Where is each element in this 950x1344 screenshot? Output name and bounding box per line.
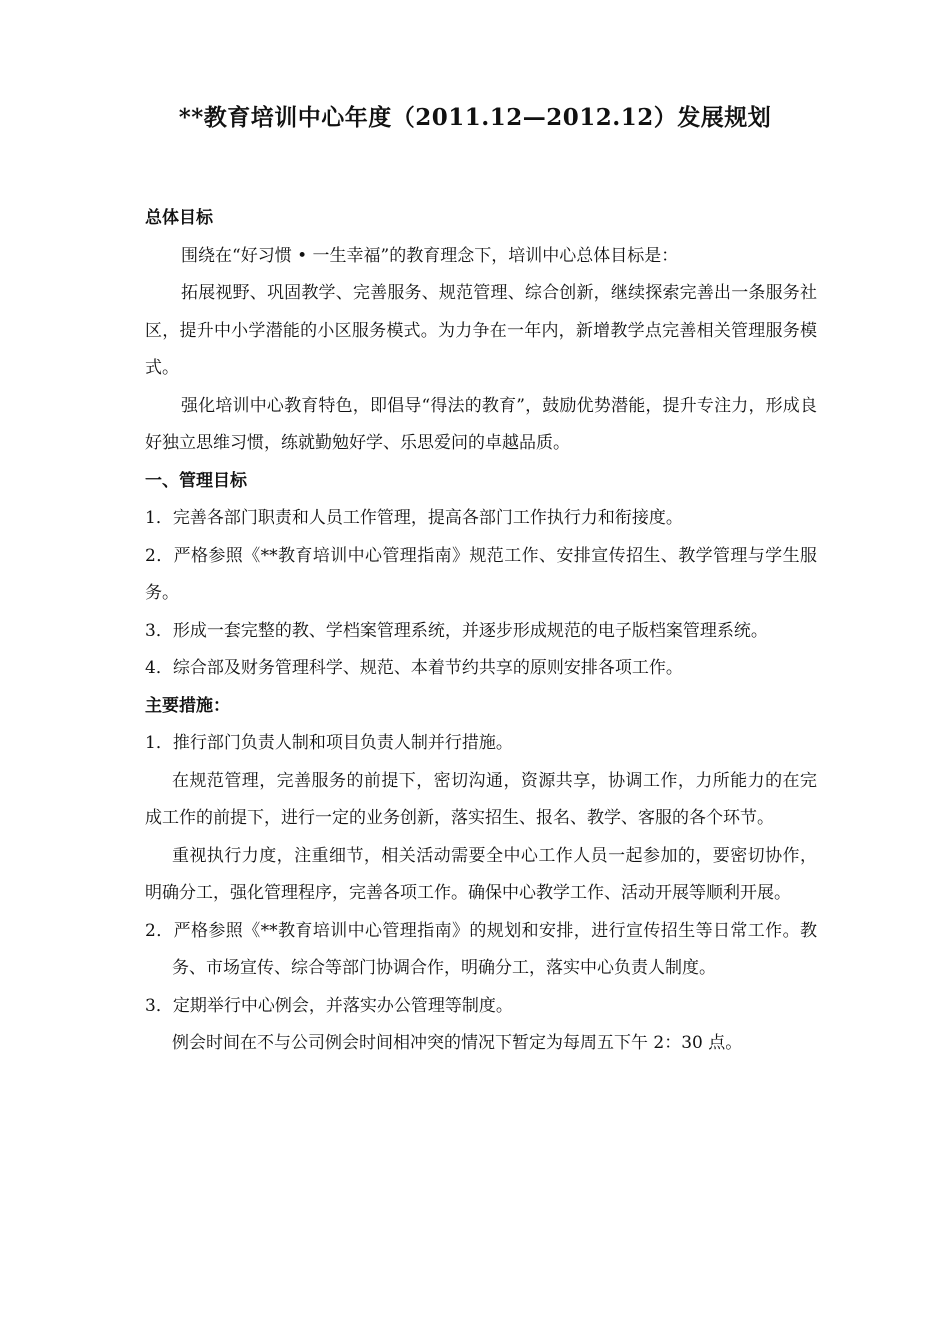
paragraph: 拓展视野、巩固教学、完善服务、规范管理、综合创新，继续探索完善出一条服务社区，提升中小学潜能的小区服务模式。为力争在一年内，新增教学点完善相关管理服务模式。 (145, 283, 817, 378)
section-heading-overall-goal: 总体目标 (145, 208, 213, 228)
list-item: 1．完善各部门职责和人员工作管理，提高各部门工作执行力和衔接度。 (145, 508, 683, 528)
list-item: 3．定期举行中心例会，并落实办公管理等制度。 (145, 995, 513, 1016)
document-title: **教育培训中心年度（2011.12—2012.12）发展规划 (178, 104, 772, 131)
paragraph: 强化培训中心教育特色，即倡导“得法的教育”，鼓励优势潜能，提升专注力，形成良好独立思维习惯，练就勤勉好学、乐思爱问的卓越品质。 (145, 395, 817, 453)
paragraph: 围绕在“好习惯 • 一生幸福”的教育理念下，培训中心总体目标是： (181, 245, 679, 266)
list-item: 2．严格参照《**教育培训中心管理指南》的规划和安排，进行宣传招生等日常工作。教务、市场宣传、综合等部门协调合作，明确分工，落实中心负责人制度。 (145, 920, 817, 978)
list-item: 1．推行部门负责人制和项目负责人制并行措施。 (145, 733, 513, 753)
paragraph: 在规范管理，完善服务的前提下，密切沟通，资源共享，协调工作，力所能力的在完成工作的前提下，进行一定的业务创新，落实招生、报名、教学、客服的各个环节。 (145, 770, 817, 828)
list-item: 2．严格参照《**教育培训中心管理指南》规范工作、安排宣传招生、教学管理与学生服务。 (145, 545, 817, 603)
paragraph: 重视执行力度，注重细节，相关活动需要全中心工作人员一起参加的，要密切协作，明确分工，强化管理程序，完善各项工作。确保中心教学工作、活动开展等顺利开展。 (145, 845, 817, 903)
section-heading-management-goals: 一、管理目标 (145, 470, 247, 491)
paragraph: 例会时间在不与公司例会时间相冲突的情况下暂定为每周五下午 2：30 点。 (172, 1033, 743, 1053)
document-body (145, 200, 817, 1063)
list-item: 3．形成一套完整的教、学档案管理系统，并逐步形成规范的电子版档案管理系统。 (145, 620, 768, 641)
list-item: 4．综合部及财务管理科学、规范、本着节约共享的原则安排各项工作。 (145, 658, 683, 678)
section-heading-main-measures: 主要措施： (145, 695, 230, 716)
